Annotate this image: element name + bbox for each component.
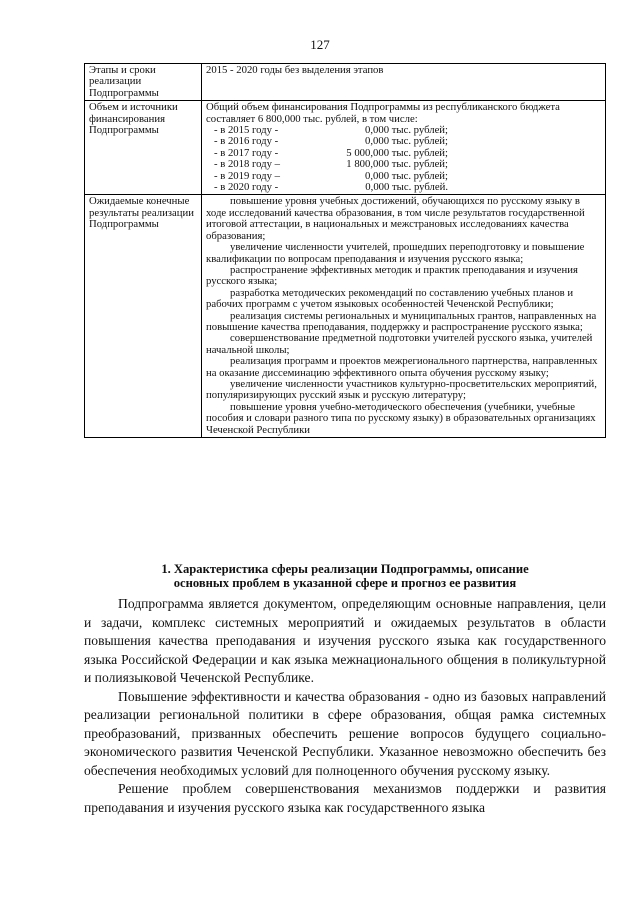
section-body [84, 595, 606, 817]
result-item: распространение эффективных методик и практик преподавания и изучения русского языка; [206, 263, 578, 288]
table-row-stages [85, 64, 606, 101]
row-label-financing: Объем и источники финансирования Подпрограммы [85, 101, 202, 195]
row-label-results: Ожидаемые конечные результаты реализации Подпрограммы [85, 195, 202, 438]
body-paragraph: Повышение эффективности и качества образования - одно из базовых направлений реализации региональной политики в сфере образования, общая рамка системных преобразований, призванных обеспечить решение вопросов будущего социально-экономического развития Чеченской Республики. Указанное невозможно обеспечить без обеспечения необходимых условий для полноценного обучения русскому языку. [84, 688, 606, 778]
result-item: повышение уровня учебных достижений, обучающихся по русскому языку в ходе исследований качества образования, в том числе результатов государственной итоговой аттестации, в национальных и межстрановых исследованиях качества образования; [206, 195, 585, 242]
body-paragraph: Решение проблем совершенствования механизмов поддержки и развития преподавания и изучения русского языка как государственного языка [84, 781, 606, 815]
financing-value: 5 000,000 тыс. рублей; [346, 146, 448, 159]
section-title [84, 563, 606, 590]
page-number: 127 [310, 37, 330, 52]
row-value-financing [202, 101, 606, 195]
result-item: реализация программ и проектов межрегионального партнерства, направленных на оказание диссеминацию эффективного опыта обучения русскому языку; [206, 355, 598, 379]
financing-value: 0,000 тыс. рублей; [365, 124, 448, 137]
financing-year: - в 2015 году - [214, 124, 279, 137]
body-paragraph: Подпрограмма является документом, определяющим основные направления, цели и задачи, комплекс системных мероприятий и ожидаемых результатов в области повышения качества преподавания и изучения русского языка как государственного языка Российской Федерации и как языка межнационального общения в поликультурной и полиязыковой Чеченской Республике. [84, 596, 606, 685]
result-item: повышение уровня учебно-методического обеспечения (учебники, учебные пособия и словари разного типа по русскому языку) в образовательных организациях Чеченской Республики [206, 400, 596, 436]
section-title-line-2: основных проблем в указанной сфере и прогноз ее развития [173, 575, 517, 590]
result-item: увеличение численности участников культурно-просветительских мероприятий, популяризирующих русский язык и русскую литературу; [206, 377, 597, 402]
result-item: увеличение численности учителей, прошедших переподготовку и повышение квалификации по вопросам преподавания и изучения русского языка; [206, 241, 585, 265]
table-row-results [85, 195, 606, 438]
financing-amount-row [206, 159, 448, 170]
subprogram-passport-table [84, 63, 606, 438]
result-item: реализация системы региональных и муниципальных грантов, направленных на повышение качества преподавания, поддержку и распространение русского языка; [206, 309, 597, 333]
row-value-results [202, 195, 606, 438]
financing-intro: Общий объем финансирования Подпрограммы из республиканского бюджета составляет 6 800,000 тыс. рублей, в том числе: [206, 101, 560, 125]
financing-year: - в 2018 году – [214, 158, 280, 171]
result-item: совершенствование предметной подготовки учителей русского языка, учителей начальной школы; [206, 332, 593, 356]
financing-year: - в 2019 году – [214, 169, 280, 182]
financing-year: - в 2020 году - [214, 181, 279, 194]
financing-amount-row [206, 182, 448, 193]
financing-value: 0,000 тыс. рублей; [365, 169, 448, 182]
table-row-financing [85, 101, 606, 195]
financing-value: 1 800,000 тыс. рублей; [346, 158, 448, 171]
row-label-stages: Этапы и сроки реализации Подпрограммы [85, 64, 202, 101]
result-item: разработка методических рекомендаций по составлению учебных планов и рабочих программ с учетом языковых особенностей Чеченской Республики; [206, 286, 574, 311]
financing-value: 0,000 тыс. рублей; [365, 135, 448, 148]
section-title-line-1: 1. Характеристика сферы реализации Подпрограммы, описание [161, 562, 529, 576]
row-value-stages: 2015 - 2020 годы без выделения этапов [202, 64, 606, 101]
financing-value: 0,000 тыс. рублей. [365, 181, 448, 194]
financing-year: - в 2016 году - [214, 135, 279, 148]
financing-year: - в 2017 году - [214, 146, 279, 159]
